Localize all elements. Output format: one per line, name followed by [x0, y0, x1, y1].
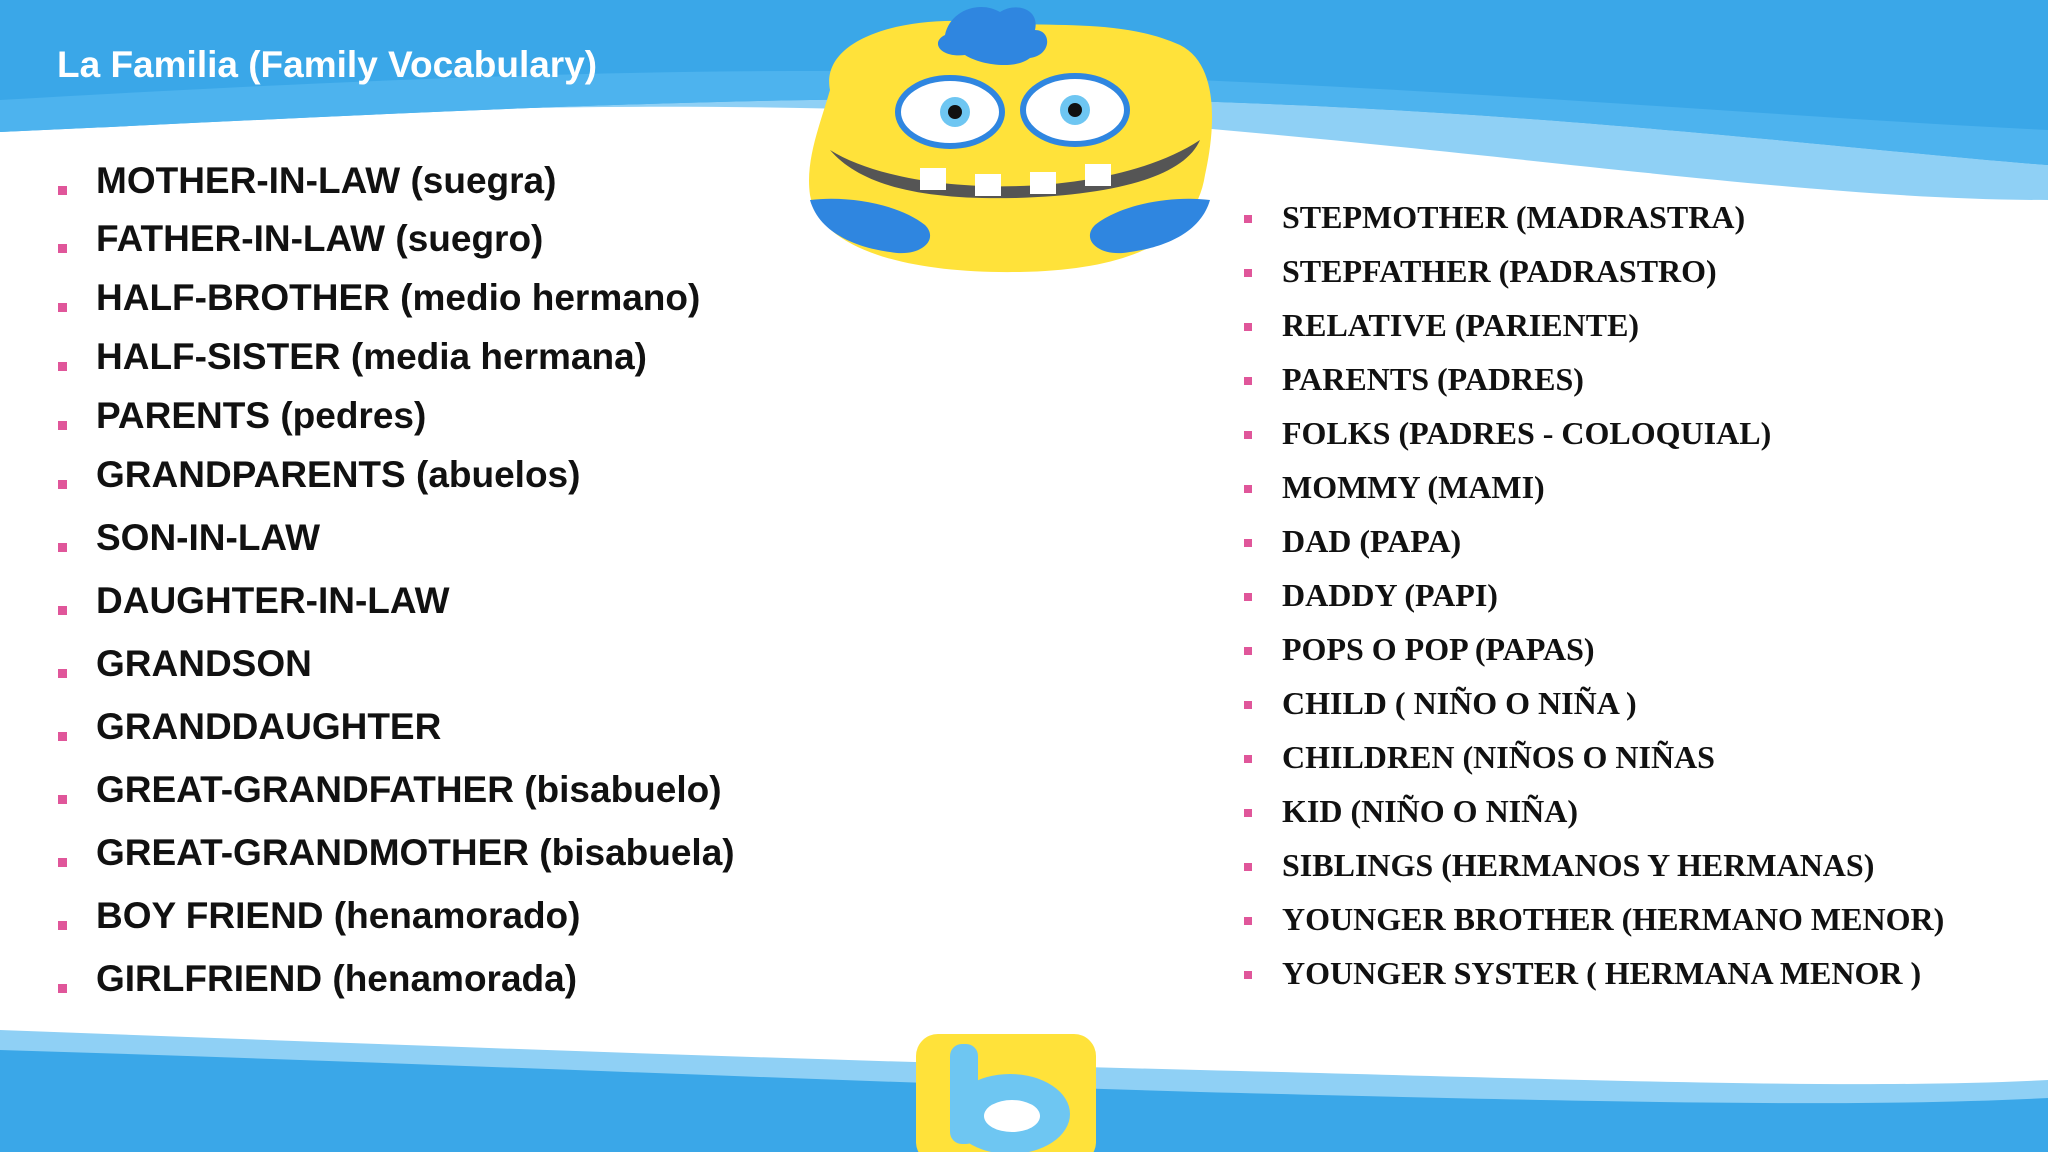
list-item — [1244, 199, 1984, 236]
list-item — [58, 517, 320, 559]
bullet-icon — [58, 732, 67, 741]
list-item — [58, 895, 580, 937]
list-item-text: SIBLINGS (HERMANOS Y HERMANAS) — [1282, 847, 1875, 883]
list-item-text: MOTHER-IN-LAW (suegra) — [96, 160, 557, 201]
bullet-icon — [1244, 323, 1252, 331]
list-item-text: PARENTS (pedres) — [96, 395, 427, 436]
list-item-text: STEPFATHER (PADRASTRO) — [1282, 253, 1717, 289]
bullet-icon — [1244, 377, 1252, 385]
list-item — [58, 277, 700, 319]
bullet-icon — [58, 921, 67, 930]
list-item — [1244, 307, 1984, 344]
list-item — [1244, 577, 1984, 614]
list-item-text: PARENTS (PADRES) — [1282, 361, 1584, 397]
list-item-text: MOMMY (MAMI) — [1282, 469, 1545, 505]
list-item-text: YOUNGER SYSTER ( HERMANA MENOR ) — [1282, 955, 1922, 991]
bullet-icon — [58, 858, 67, 867]
bullet-icon — [1244, 917, 1252, 925]
bullet-icon — [1244, 215, 1252, 223]
list-item-text: GIRLFRIEND (henamorada) — [96, 958, 578, 999]
list-item-text: BOY FRIEND (henamorado) — [96, 895, 581, 936]
bullet-icon — [58, 543, 67, 552]
list-item — [1244, 631, 1984, 668]
letter-b-logo-icon — [912, 1030, 1100, 1152]
list-item-text: HALF-SISTER (media hermana) — [96, 336, 647, 377]
bullet-icon — [1244, 701, 1252, 709]
list-item-text: GRANDPARENTS (abuelos) — [96, 454, 581, 495]
list-item-text: CHILDREN (NIÑOS O NIÑAS — [1282, 739, 1715, 775]
list-item-text: GREAT-GRANDFATHER (bisabuelo) — [96, 769, 722, 810]
bullet-icon — [58, 480, 67, 489]
slide-title: La Familia (Family Vocabulary) — [57, 44, 598, 85]
left-vocabulary-list — [58, 160, 735, 999]
bullet-icon — [1244, 755, 1252, 763]
list-item — [1244, 793, 1984, 830]
bullet-icon — [58, 362, 67, 371]
bullet-icon — [1244, 647, 1252, 655]
bullet-icon — [58, 795, 67, 804]
list-item — [58, 336, 647, 378]
list-item — [1244, 523, 1984, 560]
bullet-icon — [1244, 485, 1252, 493]
list-item-text: FOLKS (PADRES - COLOQUIAL) — [1282, 415, 1772, 451]
bullet-icon — [58, 303, 67, 312]
list-item — [1244, 253, 1984, 290]
list-item — [58, 832, 735, 874]
list-item — [58, 160, 556, 202]
list-item-text: HALF-BROTHER (medio hermano) — [96, 277, 701, 318]
list-item — [1244, 361, 1984, 398]
list-item — [1244, 685, 1984, 722]
bullet-icon — [1244, 539, 1252, 547]
bullet-icon — [58, 669, 67, 678]
list-item-text: DADDY (PAPI) — [1282, 577, 1498, 613]
yellow-monster-mascot-icon — [790, 0, 1230, 290]
bullet-icon — [58, 186, 67, 195]
list-item — [58, 580, 450, 622]
list-item — [1244, 955, 1984, 992]
right-vocabulary-list — [1244, 199, 1984, 1009]
list-item — [1244, 739, 1984, 776]
list-item-text: GREAT-GRANDMOTHER (bisabuela) — [96, 832, 735, 873]
list-item — [58, 958, 577, 1000]
list-item — [1244, 469, 1984, 506]
bullet-icon — [1244, 269, 1252, 277]
bullet-icon — [58, 606, 67, 615]
bullet-icon — [1244, 593, 1252, 601]
list-item — [58, 769, 722, 811]
list-item-text: GRANDDAUGHTER — [96, 706, 442, 747]
list-item — [58, 218, 543, 260]
bullet-icon — [58, 421, 67, 430]
list-item-text: YOUNGER BROTHER (HERMANO MENOR) — [1282, 901, 1945, 937]
list-item-text: CHILD ( NIÑO O NIÑA ) — [1282, 685, 1637, 721]
list-item — [58, 706, 441, 748]
bullet-icon — [1244, 863, 1252, 871]
bullet-icon — [1244, 431, 1252, 439]
list-item — [58, 643, 312, 685]
list-item — [58, 395, 426, 437]
list-item-text: DAUGHTER-IN-LAW — [96, 580, 450, 621]
list-item-text: DAD (PAPA) — [1282, 523, 1462, 559]
list-item — [1244, 847, 1984, 884]
list-item — [1244, 415, 1984, 452]
list-item — [58, 454, 580, 496]
list-item — [1244, 901, 1984, 938]
list-item-text: POPS O POP (PAPAS) — [1282, 631, 1595, 667]
list-item-text: STEPMOTHER (MADRASTRA) — [1282, 199, 1746, 235]
bullet-icon — [1244, 809, 1252, 817]
list-item-text: SON-IN-LAW — [96, 517, 321, 558]
list-item-text: KID (NIÑO O NIÑA) — [1282, 793, 1578, 829]
bullet-icon — [1244, 971, 1252, 979]
bullet-icon — [58, 244, 67, 253]
bullet-icon — [58, 984, 67, 993]
list-item-text: RELATIVE (PARIENTE) — [1282, 307, 1640, 343]
list-item-text: FATHER-IN-LAW (suegro) — [96, 218, 544, 259]
list-item-text: GRANDSON — [96, 643, 312, 684]
